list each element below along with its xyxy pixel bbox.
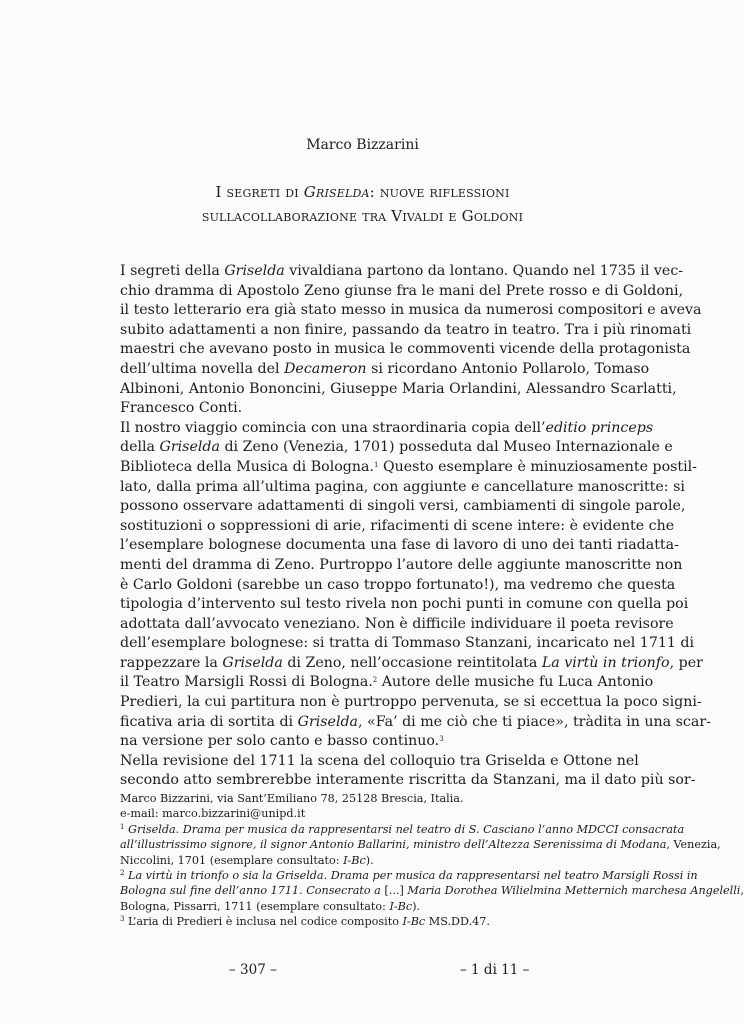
body-line <box>120 771 696 791</box>
text-run: il testo letterario era già stato messo in musica da numerosi compositori e aveva <box>120 302 702 319</box>
italic-text: Griselda <box>297 713 359 730</box>
text-run: lato, dalla prima all’ultima pagina, con aggiunte e cancellature manoscritte: si <box>120 478 685 495</box>
text-run: , Venezia, <box>666 838 721 852</box>
italic-text: Griselda <box>222 654 283 671</box>
text-run: Il nostro viaggio comincia con una straordinaria copia dell’ <box>120 419 546 436</box>
body-line <box>120 458 697 478</box>
footnote-marker: 1 <box>373 460 379 469</box>
footnote-line <box>120 899 604 914</box>
title-line-1: I segreti di Griselda: nuove riflessioni <box>215 183 510 201</box>
footnote-marker: 2 <box>372 676 378 685</box>
text-run: maestri che avevano posto in musica le commoventi vicende della protagonista <box>120 341 691 358</box>
footnote-line <box>120 914 604 929</box>
text-run: rappezzare la <box>120 654 223 671</box>
italic-text: I-Bc <box>402 915 426 929</box>
body-line <box>120 301 702 321</box>
italic-text: La virtù in trionfo o sia la Griselda. Drama per musica da rappresentarsi nel teatro Marsigli Rossi in <box>128 868 698 882</box>
page-number: – 307 – <box>229 962 277 978</box>
body-line <box>120 654 703 674</box>
footnote-line <box>120 806 604 821</box>
text-run: MS.DD.47. <box>425 915 490 929</box>
text-run: subito adattamenti a non finire, passando da teatro in teatro. Tra i più rinomati <box>120 321 692 338</box>
text-run: è Carlo Goldoni (sarebbe un caso troppo fortunato!), ma vedremo che questa <box>120 576 676 593</box>
body-line <box>120 419 654 439</box>
text-run: dell’ultima novella del <box>120 360 285 377</box>
text-run: Marco Bizzarini, via Sant’Emiliano 78, 25128 Brescia, Italia. <box>120 792 464 805</box>
footnote-line <box>120 868 698 883</box>
body-line <box>120 556 683 576</box>
italic-text: I-Bc <box>343 853 366 867</box>
body-line <box>120 321 692 341</box>
text-run: Albinoni, Antonio Bononcini, Giuseppe Maria Orlandini, Alessandro Scarlatti, <box>120 380 677 397</box>
text-run: , per <box>669 654 703 671</box>
body-line <box>120 752 639 772</box>
text-run: si ricordano Antonio Pollarolo, Tomaso <box>366 360 650 377</box>
title-line-2: sullacollaborazione tra Vivaldi e Goldoni <box>201 207 524 225</box>
text-run: Questo esemplare è minuziosamente postil- <box>378 458 697 475</box>
body-line <box>120 282 684 302</box>
text-run: L’aria di Predieri è inclusa nel codice composito <box>124 915 403 929</box>
text-run: dell’esemplare bolognese: si tratta di Tommaso Stanzani, incaricato nel 1711 di <box>120 635 695 652</box>
italic-text: Decameron <box>284 360 367 377</box>
pagination-indicator: – 1 di 11 – <box>460 962 530 978</box>
text-run: Bologna, Pissarri, 1711 (esemplare consultato: <box>120 899 390 913</box>
text-run: vivaldiana partono da lontano. Quando nel 1735 il vec- <box>284 263 684 279</box>
italic-text: Griselda <box>224 263 285 279</box>
body-line <box>120 438 673 458</box>
italic-text: La virtù in trionfo <box>541 654 670 671</box>
text-run: Predieri, la cui partitura non è purtroppo pervenuta, se si eccettua la poco signi- <box>120 694 702 711</box>
text-run: ). <box>412 899 421 913</box>
text-run: chio dramma di Apostolo Zeno giunse fra le mani del Prete rosso e di Goldoni, <box>120 282 684 299</box>
text-run: ficativa aria di sortita di <box>120 713 298 730</box>
footnote-marker: 3 <box>120 915 125 924</box>
text-run: [...] <box>384 884 408 898</box>
italic-text: all’illustrissimo signore, il signor Antonio Ballarini, ministro dell’Altezza Serenissima di Modana <box>120 838 667 852</box>
body-line <box>120 576 676 596</box>
body-line <box>120 360 650 380</box>
text-run: Biblioteca della Musica di Bologna. <box>120 458 374 475</box>
italic-text: editio princeps <box>545 419 654 436</box>
text-run: ). <box>365 853 374 867</box>
text-run: Nella revisione del 1711 la scena del colloquio tra Griselda e Ottone nel <box>120 752 639 769</box>
text-run: I segreti della <box>120 263 225 279</box>
text-run: della <box>120 439 160 456</box>
body-line <box>120 732 604 752</box>
text-run: na versione per solo canto e basso continuo. <box>120 733 440 750</box>
text-run: tipologia d’intervento sul testo rivela non pochi punti in comune con quella poi <box>120 596 689 613</box>
body-line <box>120 478 685 498</box>
body-line <box>120 634 695 654</box>
body-line <box>120 693 702 713</box>
footnote-marker: 1 <box>120 822 125 831</box>
footnote-line <box>120 883 744 898</box>
italic-text: Griselda <box>159 439 220 456</box>
body-text <box>120 262 711 791</box>
body-line <box>120 536 679 556</box>
author-name: Marco Bizzarini <box>306 137 419 153</box>
text-run: menti del dramma di Zeno. Purtroppo l’autore delle aggiunte manoscritte non <box>120 556 683 573</box>
body-line <box>120 497 686 517</box>
body-line <box>120 262 684 282</box>
italic-text: Maria Dorothea Wilielmina Metternich marchesa Angelelli <box>407 884 741 898</box>
text-run: possono osservare adattamenti di singoli versi, cambiamenti di singole parole, <box>120 498 686 515</box>
text-run: Francesco Conti. <box>120 400 243 417</box>
italic-text: Griselda. Drama per musica da rappresentarsi nel teatro di S. Casciano l’anno MDCCI consacrata <box>128 822 685 836</box>
body-line <box>120 595 689 615</box>
footnote-line <box>120 837 721 852</box>
footnote-marker: 2 <box>120 868 125 877</box>
text-run: , «Fa’ di me ciò che ti piace», tràdita in una scar- <box>358 713 711 730</box>
italic-text: Bologna sul fine dell’anno 1711. Consecrato a <box>120 884 385 898</box>
text-run: Niccolini, 1701 (esemplare consultato: <box>120 853 344 867</box>
text-run: e-mail: marco.bizzarini@unipd.it <box>120 807 306 821</box>
body-line <box>120 517 675 537</box>
footnote-line <box>120 853 604 868</box>
text-run: di Zeno, nell’occasione reintitolata <box>282 654 542 671</box>
article-title <box>0 180 725 228</box>
text-run: secondo atto sembrerebbe interamente riscritta da Stanzani, ma il dato più sor- <box>120 772 696 789</box>
footnote-marker: 3 <box>439 735 444 744</box>
body-line <box>120 340 691 360</box>
italic-text: I-Bc <box>389 899 413 913</box>
text-run: l’esemplare bolognese documenta una fase di lavoro di uno dei tanti riadatta- <box>120 537 679 554</box>
text-run: sostituzioni o soppressioni di arie, rifacimenti di scene intere: è evidente che <box>120 517 675 534</box>
text-run: adottata dall’avvocato veneziano. Non è difficile individuare il poeta revisore <box>120 615 674 632</box>
text-run: , <box>740 884 744 898</box>
text-run: di Zeno (Venezia, 1701) posseduta dal Museo Internazionale e <box>219 439 673 456</box>
footnote-line <box>120 822 685 837</box>
text-run: il Teatro Marsigli Rossi di Bologna. <box>120 674 373 691</box>
body-line <box>120 673 654 693</box>
body-line <box>120 615 674 635</box>
body-line <box>120 380 677 400</box>
footnotes <box>120 791 744 930</box>
text-run: Autore delle musiche fu Luca Antonio <box>377 674 654 691</box>
footnote-line <box>120 791 604 806</box>
body-line <box>120 713 711 733</box>
body-line <box>120 399 604 419</box>
